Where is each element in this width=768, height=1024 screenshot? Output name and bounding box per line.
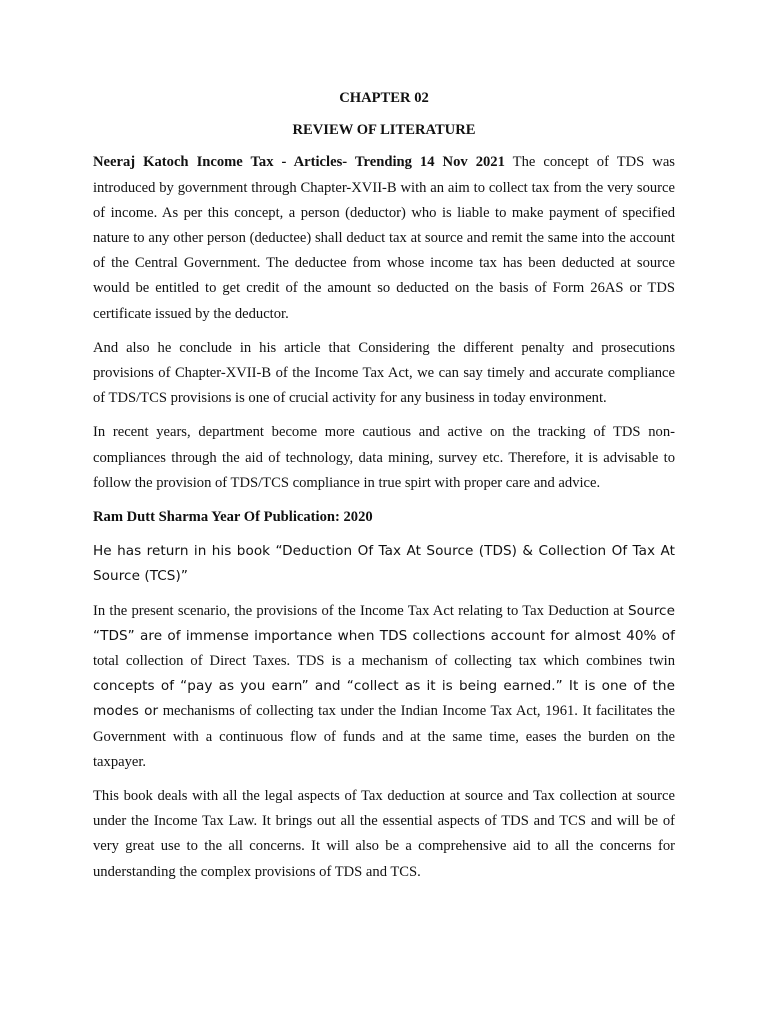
document-content [93,86,675,894]
scenario-line-4: concepts of “pay as you earn” and “collect as it is being earned.” It is one of the modes or [93,678,675,720]
author-heading: Ram Dutt Sharma Year Of Publication: 2020 [93,509,373,526]
chapter-number: CHAPTER 02 [339,90,429,106]
scenario-line-3: total collection of Direct Taxes. TDS is a mechanism of collecting tax which combines twin [93,653,675,670]
scenario-line-6: Government with a continuous flow of funds and at the same time, eases the burden on the [93,728,675,745]
paragraph-penalty-provisions: And also he conclude in his article that Considering the different penalty and prosecutions provisions of Chapter-XVII-B of the Income Tax Act, we can say timely and accurate compliance of TDS/TCS provisions is one of crucial activity for any business in today environment. [93,339,675,407]
paragraph-book-scope: This book deals with all the legal aspects of Tax deduction at source and Tax collection at source under the Income Tax Law. It brings out all the essential aspects of TDS and TCS and will be of very great use to the all concerns. It will also be a comprehensive aid to all the concerns for understanding the complex provisions of TDS and TCS. [93,788,675,880]
scenario-line-1: In the present scenario, the provisions of the Income Tax Act relating to Tax Deduction at [93,602,624,619]
scenario-line-7: taxpayer. [93,753,147,770]
article-citation: Neeraj Katoch Income Tax - Articles- Trending 14 Nov 2021 [93,154,505,171]
scenario-line-5: mechanisms of collecting tax under the Indian Income Tax Act, 1961. It facilitates the [162,703,676,720]
paragraph-tds-concept-body: The concept of TDS was introduced by government through Chapter-XVII-B with an aim to collect tax from the very source of income. As per this concept, a person (deductor) who is liable to make payment of specified nature to any other person (deductee) shall deduct tax at source and remit the same into the account of the Central Government. The deductee from whose income tax has been deducted at source would be entitled to get credit of the amount so deducted on the basis of Form 26AS or TDS certificate issued by the deductor. [93,154,675,322]
chapter-title: REVIEW OF LITERATURE [292,122,476,139]
paragraph-tds-concept [93,150,675,326]
scenario-line-2: Source “TDS” are of immense importance when TDS collections account for almost 40% of [93,602,675,644]
paragraph-present-scenario [93,599,675,775]
paragraph-recent-years: In recent years, department become more cautious and active on the tracking of TDS non-compliances through the aid of technology, data mining, survey etc. Therefore, it is advisable to follow the provision of TDS/TCS compliance in true spirt with proper care and advice. [93,424,675,491]
book-reference: He has return in his book “Deduction Of Tax At Source (TDS) & Collection Of Tax At Source (TCS)” [93,543,675,585]
